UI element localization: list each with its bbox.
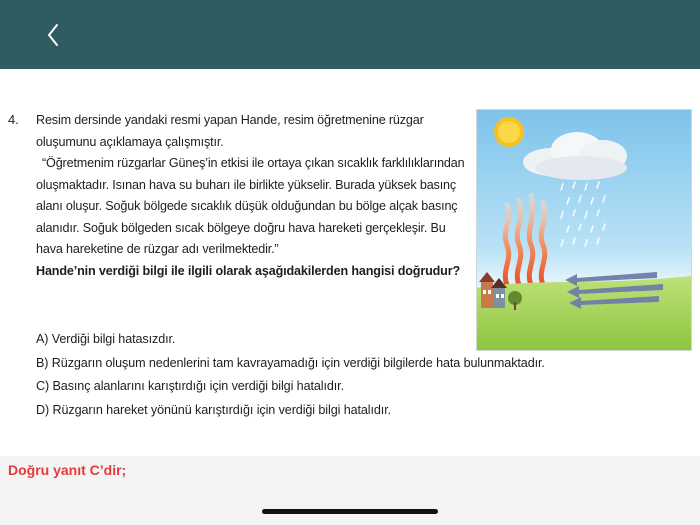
question-prompt: Hande’nin verdiği bilgi ile ilgili olarak aşağıdakilerden hangisi doğrudur? — [36, 263, 461, 278]
question-intro: Resim dersinde yandaki resmi yapan Hande, resim öğretmenine rüzgar oluşumunu açıklamaya çalışmıştır. — [36, 113, 424, 149]
wind-formation-illustration — [476, 109, 692, 351]
answer-bar — [0, 456, 700, 525]
answer-text: Doğru yanıt C’dir; — [8, 462, 127, 478]
top-bar — [0, 0, 700, 69]
option-c[interactable]: C) Basınç alanlarını karıştırdığı için verdiği bilgi hatalıdır. — [36, 379, 344, 393]
question-number: 4. — [8, 112, 19, 127]
option-a[interactable]: A) Verdiği bilgi hatasızdır. — [36, 332, 176, 346]
rising-air-arrows-icon — [505, 195, 544, 285]
home-indicator[interactable] — [262, 509, 438, 514]
option-d[interactable]: D) Rüzgarın hareket yönünü karıştırdığı için verdiği bilgi hatalıdır. — [36, 402, 391, 417]
question-body — [36, 110, 466, 282]
answer-options — [36, 328, 545, 422]
sun-icon — [494, 117, 524, 147]
rain-icon — [561, 182, 605, 246]
chevron-left-icon — [38, 18, 68, 52]
option-b[interactable]: B) Rüzgarın oluşum nedenlerini tam kavrayamadığı için verdiği bilgilerde hata bulunmaktadır. — [36, 355, 545, 370]
cloud-icon — [523, 132, 627, 180]
question-quote: “Öğretmenim rüzgarlar Güneş’in etkisi ile ortaya çıkan sıcaklık farklılıklarından oluşmaktadır. Isınan hava su buharı ile birlikte yükselir. Burada yüksek basınç alanı oluşur. Soğuk bölgede sıcaklık düşük olduğundan bu bölge alçak basınç alanıdır. Soğuk bölgeden sıcak bölgeye doğru hava hareketi gerçekleşir. Bu hava hareketine de rüzgar adı verilmektedir.” — [36, 156, 465, 256]
back-button[interactable] — [38, 18, 68, 52]
